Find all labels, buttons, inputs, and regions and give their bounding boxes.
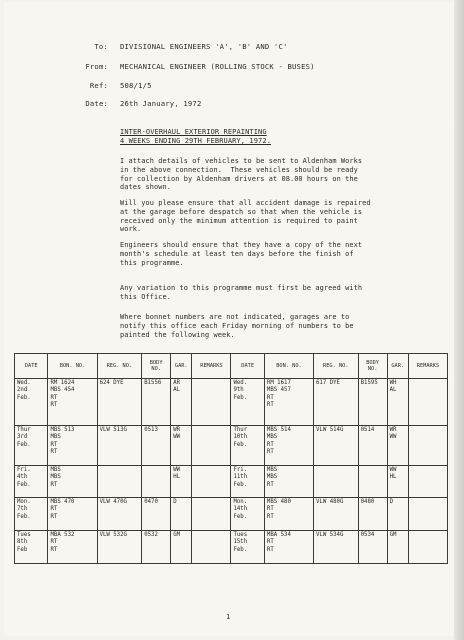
col-header-reg-no-2: REG. NO. — [314, 354, 359, 379]
table-cell: 0470 — [142, 498, 171, 531]
table-cell: Fri. 11th Feb. — [231, 466, 264, 498]
paragraph-1: I attach details of vehicles to be sent to Aldenham Works in the above connection. These vehicles should be ready for collection by Aldenham drivers at 08.00 hours on the dates shown. — [120, 157, 363, 192]
table-cell: MBA 532 RT RT — [48, 531, 97, 564]
table-cell: B1595 — [358, 379, 387, 426]
table-cell: GM — [387, 531, 408, 564]
date-value: 26th January, 1972 — [120, 99, 202, 108]
table-cell: MBA 534 RT RT — [264, 531, 313, 564]
table-cell: D — [387, 498, 408, 531]
table-cell: RM 1624 MBS 454 RT RT — [48, 379, 97, 426]
table-cell — [408, 498, 447, 531]
table-cell — [192, 498, 231, 531]
table-cell: VLW 514G — [314, 426, 359, 466]
table-cell: Thur 10th Feb. — [231, 426, 264, 466]
table-cell — [192, 466, 231, 498]
table-cell: VLW 480G — [314, 498, 359, 531]
table-cell: AR AL — [171, 379, 192, 426]
table-cell: MBS 513 MBS RT RT — [48, 426, 97, 466]
ref-label: Ref: — [89, 81, 108, 90]
col-header-bon-no: BON. NO. — [48, 354, 97, 379]
table-cell: WW HL — [387, 466, 408, 498]
subject-line-1: INTER-OVERHAUL EXTERIOR REPAINTING — [120, 128, 267, 136]
table-cell — [408, 531, 447, 564]
table-cell: Thur 3rd Feb. — [15, 426, 48, 466]
table-cell: Mon. 7th Feb. — [15, 498, 48, 531]
table-cell — [142, 466, 171, 498]
table-cell: MBS 514 MBS RT RT — [264, 426, 313, 466]
table-cell: 0534 — [358, 531, 387, 564]
table-row — [15, 379, 448, 426]
table-cell: Mon. 14th Feb. — [231, 498, 264, 531]
table-cell — [358, 466, 387, 498]
table-cell: 0480 — [358, 498, 387, 531]
ref-value: 508/1/5 — [120, 81, 152, 90]
col-header-remarks: REMARKS — [192, 354, 231, 379]
table-header-row — [15, 354, 448, 379]
table-cell — [192, 426, 231, 466]
table-cell: WH AL — [387, 379, 408, 426]
table-cell: VLW 470G — [97, 498, 142, 531]
col-header-body-no-2: BODY NO. — [358, 354, 387, 379]
col-header-reg-no: REG. NO. — [97, 354, 142, 379]
table-row — [15, 531, 448, 564]
col-header-gar-2: GAR. — [387, 354, 408, 379]
col-header-gar: GAR. — [171, 354, 192, 379]
to-value: DIVISIONAL ENGINEERS 'A', 'B' AND 'C' — [120, 42, 288, 51]
table-cell: 0513 — [142, 426, 171, 466]
paragraph-5: Where bonnet numbers are not indicated, garages are to notify this office each Friday morning of numbers to be painted the following week. — [120, 313, 354, 339]
table-cell: WW HL — [171, 466, 192, 498]
table-cell: 617 DYE — [314, 379, 359, 426]
table-cell: Tues 8th Feb — [15, 531, 48, 564]
table-row — [15, 426, 448, 466]
page-edge-shadow — [454, 0, 464, 640]
col-header-date-2: DATE — [231, 354, 264, 379]
table-cell: 0532 — [142, 531, 171, 564]
table-cell: B1556 — [142, 379, 171, 426]
col-header-remarks-2: REMARKS — [408, 354, 447, 379]
table-cell: Tues 15th Feb. — [231, 531, 264, 564]
from-label: From: — [85, 62, 108, 71]
table-cell: D — [171, 498, 192, 531]
table-row — [15, 466, 448, 498]
table-cell: 624 DYE — [97, 379, 142, 426]
table-cell: Wed. 2nd Feb. — [15, 379, 48, 426]
paragraph-2: Will you please ensure that all accident damage is repaired at the garage before despatch so that when the vehicle is received only the minimum attention is required to paint work. — [120, 199, 371, 234]
col-header-bon-no-2: BON. NO. — [264, 354, 313, 379]
table-cell: VLW 513G — [97, 426, 142, 466]
paragraph-3: Engineers should ensure that they have a copy of the next month's schedule at least ten days before the finish of this programme. — [120, 241, 363, 267]
from-value: MECHANICAL ENGINEER (ROLLING STOCK - BUSES) — [120, 62, 315, 71]
paragraph-4: Any variation to this programme must first be agreed with this Office. — [120, 284, 363, 301]
table-cell — [408, 466, 447, 498]
page-number: 1 — [226, 613, 231, 621]
table-cell: MBS MBS RT — [264, 466, 313, 498]
col-header-body-no: BODY NO. — [142, 354, 171, 379]
table-cell: RM 1617 MBS 457 RT RT — [264, 379, 313, 426]
date-label: Date: — [85, 99, 108, 108]
subject-line-2: 4 WEEKS ENDING 29TH FEBRUARY, 1972. — [120, 137, 272, 145]
table-cell: MBS 480 RT RT — [264, 498, 313, 531]
table-cell — [192, 379, 231, 426]
table-cell: VLW 534G — [314, 531, 359, 564]
table-cell: WR WW — [387, 426, 408, 466]
table-cell — [314, 466, 359, 498]
table-cell — [408, 426, 447, 466]
table-cell: MBS MBS RT — [48, 466, 97, 498]
table-cell: Wed. 9th Feb. — [231, 379, 264, 426]
table-cell: 0514 — [358, 426, 387, 466]
to-label: To: — [94, 42, 108, 51]
table-cell: Fri. 4th Feb. — [15, 466, 48, 498]
table-cell: VLW 532G — [97, 531, 142, 564]
table-cell: WR WW — [171, 426, 192, 466]
table-cell — [408, 379, 447, 426]
table-cell — [97, 466, 142, 498]
table-cell: MBS 470 RT RT — [48, 498, 97, 531]
schedule-table — [14, 353, 448, 564]
table-cell — [192, 531, 231, 564]
col-header-date: DATE — [15, 354, 48, 379]
table-row — [15, 498, 448, 531]
table-cell: GM — [171, 531, 192, 564]
